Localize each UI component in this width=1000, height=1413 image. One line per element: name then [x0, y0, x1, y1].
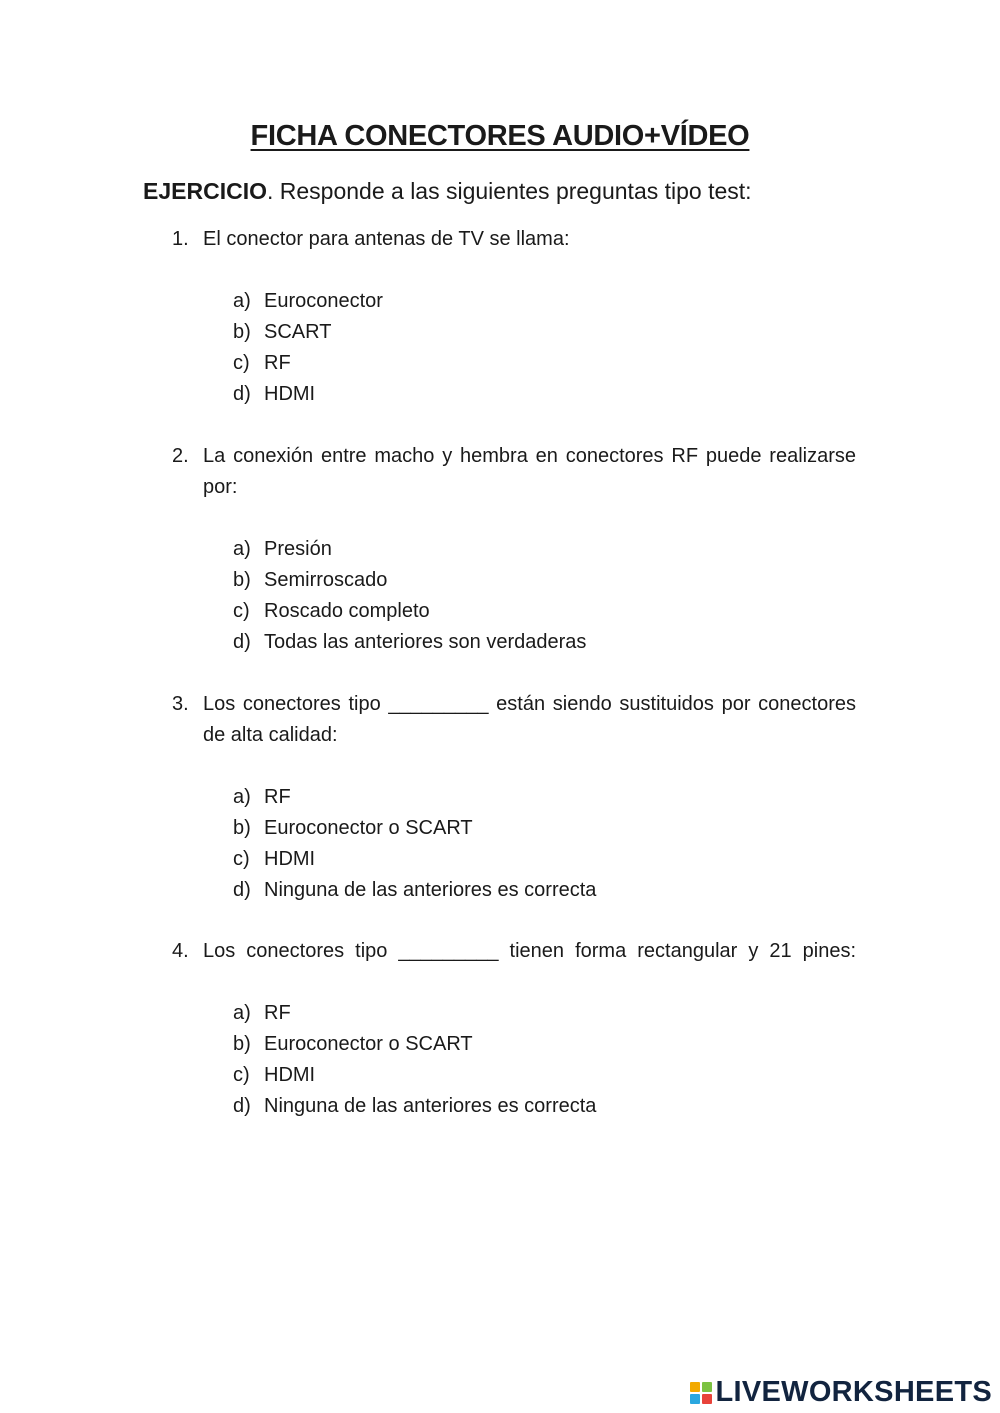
option-text: RF: [264, 786, 291, 808]
answer-options: [233, 534, 856, 658]
answer-options: [233, 998, 856, 1122]
logo-tile: [702, 1382, 712, 1392]
option-letter: c): [233, 848, 250, 870]
option-text: Todas las anteriores son verdaderas: [264, 631, 587, 653]
liveworksheets-logo: [690, 1376, 993, 1409]
question-number: 3.: [172, 693, 189, 715]
option-letter: c): [233, 352, 250, 374]
option-text: Euroconector o SCART: [264, 1033, 473, 1055]
answer-option-d[interactable]: [233, 627, 856, 658]
logo-tile: [702, 1394, 712, 1404]
answer-option-b[interactable]: [233, 1029, 856, 1060]
option-letter: d): [233, 879, 251, 901]
exercise-label: EJERCICIO: [143, 178, 267, 204]
option-text: Roscado completo: [264, 600, 430, 622]
answer-options: [233, 286, 856, 410]
question-text: La conexión entre macho y hembra en conectores RF puede realizarse por:: [203, 445, 856, 498]
option-text: Euroconector: [264, 290, 383, 312]
option-letter: a): [233, 1002, 251, 1024]
question-text: El conector para antenas de TV se llama:: [203, 228, 570, 250]
answer-options: [233, 782, 856, 906]
option-text: SCART: [264, 321, 332, 343]
answer-option-b[interactable]: [233, 317, 856, 348]
question-number: 2.: [172, 445, 189, 467]
option-text: RF: [264, 1002, 291, 1024]
option-letter: c): [233, 1064, 250, 1086]
answer-option-d[interactable]: [233, 379, 856, 410]
answer-option-d[interactable]: [233, 1091, 856, 1122]
answer-option-b[interactable]: [233, 813, 856, 844]
option-letter: b): [233, 1033, 251, 1055]
answer-option-b[interactable]: [233, 565, 856, 596]
question-number: 4.: [172, 940, 189, 962]
answer-option-c[interactable]: [233, 596, 856, 627]
option-letter: d): [233, 383, 251, 405]
option-text: Euroconector o SCART: [264, 817, 473, 839]
option-letter: c): [233, 600, 250, 622]
option-letter: b): [233, 569, 251, 591]
question-text: Los conectores tipo _________ tienen forma rectangular y 21 pines:: [203, 940, 856, 962]
option-text: RF: [264, 352, 291, 374]
worksheet-title: FICHA CONECTORES AUDIO+VÍDEO: [250, 120, 750, 152]
option-text: HDMI: [264, 383, 316, 405]
option-text: Presión: [264, 538, 332, 560]
question-3: [172, 689, 856, 906]
answer-option-a[interactable]: [233, 286, 856, 317]
option-letter: b): [233, 321, 251, 343]
question-1: [172, 224, 856, 410]
answer-option-d[interactable]: [233, 875, 856, 906]
answer-option-a[interactable]: [233, 534, 856, 565]
question-text: Los conectores tipo _________ están siendo sustituidos por conectores de alta calidad:: [203, 693, 856, 746]
answer-option-a[interactable]: [233, 998, 856, 1029]
liveworksheets-logo-icon: [690, 1382, 712, 1404]
logo-tile: [690, 1394, 700, 1404]
answer-option-c[interactable]: [233, 844, 856, 875]
answer-option-c[interactable]: [233, 348, 856, 379]
question-number: 1.: [172, 228, 189, 250]
option-letter: b): [233, 817, 251, 839]
option-letter: d): [233, 631, 251, 653]
exercise-instruction: [143, 178, 752, 205]
question-2: [172, 441, 856, 658]
answer-option-c[interactable]: [233, 1060, 856, 1091]
option-letter: a): [233, 538, 251, 560]
instruction-text: . Responde a las siguientes preguntas tipo test:: [266, 178, 752, 204]
answer-option-a[interactable]: [233, 782, 856, 813]
option-text: Semirroscado: [264, 569, 388, 591]
option-letter: a): [233, 290, 251, 312]
option-text: HDMI: [264, 1064, 316, 1086]
option-text: Ninguna de las anteriores es correcta: [264, 1095, 597, 1117]
question-4: [172, 936, 856, 1122]
option-letter: a): [233, 786, 251, 808]
option-letter: d): [233, 1095, 251, 1117]
liveworksheets-logo-text: LIVEWORKSHEETS: [715, 1376, 992, 1408]
logo-tile: [690, 1382, 700, 1392]
option-text: HDMI: [264, 848, 316, 870]
option-text: Ninguna de las anteriores es correcta: [264, 879, 597, 901]
